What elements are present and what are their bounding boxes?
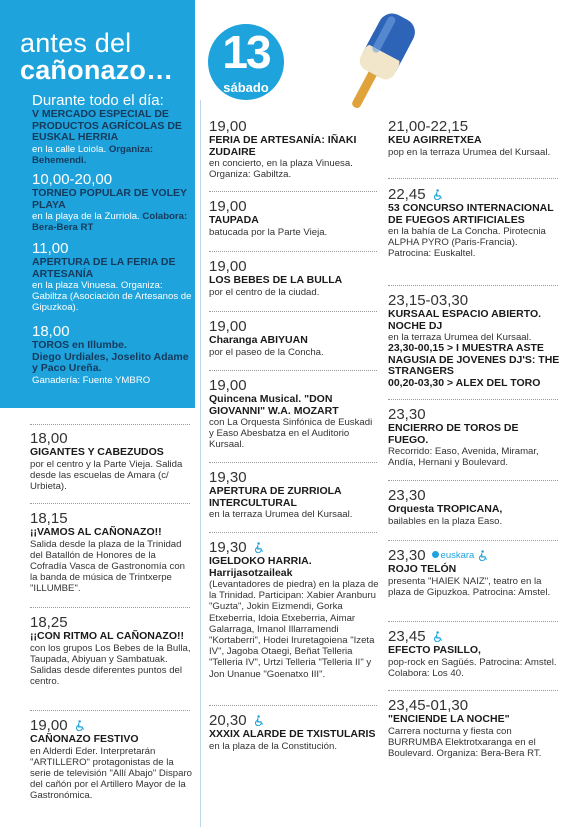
event-title: GIGANTES Y CABEZUDOS <box>30 446 164 458</box>
date-number: 13 <box>222 26 270 78</box>
divider <box>209 251 377 252</box>
event-zurriola <box>209 469 379 520</box>
event-keu <box>388 118 560 158</box>
divider <box>388 621 558 622</box>
event-desc: Salida desde la plaza de la Trinidad del Batallón de Honores de la Cofradía Vasca de Gastronomía con la banda de música de Trintxerpe "ILLUMBE". <box>30 538 186 595</box>
event-title: Charanga ABIYUAN <box>209 334 308 346</box>
event-time: 23,15-03,30 <box>388 292 469 309</box>
date-badge <box>208 24 284 100</box>
event-title: LOS BEBES DE LA BULLA <box>209 274 343 286</box>
divider <box>388 690 558 691</box>
event-desc: en concierto, en la plaza Vinuesa. Organiza: Gabiltza. <box>209 158 353 181</box>
divider <box>209 311 377 312</box>
event-time: 10,00-20,00 <box>32 171 113 188</box>
event-time: 23,30 <box>388 487 426 504</box>
divider <box>30 503 190 504</box>
event-time: 18,00 <box>32 323 70 340</box>
event-collaborator: Colabora: Bera-Bera RT <box>32 211 188 234</box>
event-desc: con La Orquesta Sinfónica de Euskadi y Easo Abesbatza en el Auditorio Kursaal. <box>209 417 373 451</box>
event-feria-apertura <box>32 240 192 314</box>
event-zudaire <box>209 118 379 180</box>
event-desc: batucada por la Parte Vieja. <box>209 226 328 238</box>
divider <box>30 607 190 608</box>
event-title: "ENCIENDE LA NOCHE" <box>388 713 510 725</box>
event-title: ENCIERRO DE TOROS DE FUEGO. <box>388 422 519 446</box>
event-title: FERIA DE ARTESANÍA: IÑAKI ZUDAIRE <box>209 134 357 158</box>
event-time: 21,00-22,15 <box>388 118 469 135</box>
event-dj-lineup-2: 00,20-03,30 > ALEX DEL TORO <box>388 376 541 389</box>
event-time: 11,00 <box>32 240 69 257</box>
divider <box>388 540 558 541</box>
event-desc: presenta "HAIEK NAIZ", teatro en la plaza de Gipuzkoa. Patrocina: Amstel. <box>388 575 551 598</box>
event-title: APERTURA DE ZURRIOLA INTERCULTURAL <box>209 485 342 509</box>
event-title: V MERCADO ESPECIAL DE PRODUCTOS AGRÍCOLAS DE EUSKAL HERRIA <box>32 108 182 143</box>
event-time: 19,00 <box>209 118 247 135</box>
event-efecto-pasillo <box>388 628 560 679</box>
event-organizer: Organiza: Behemendi. <box>32 143 154 166</box>
event-time: 22,45 <box>388 186 426 203</box>
event-title: EFECTO PASILLO, <box>388 644 481 656</box>
divider <box>209 191 377 192</box>
divider <box>388 178 558 179</box>
event-time: 20,30 <box>209 712 247 729</box>
divider <box>388 285 558 286</box>
event-title: 53 CONCURSO INTERNACIONAL DE FUEGOS ARTIFICIALES <box>388 202 554 226</box>
event-title: ¡¡CON RITMO AL CAÑONAZO!! <box>30 630 184 642</box>
divider <box>388 480 558 481</box>
event-time: 18,15 <box>30 510 68 527</box>
event-desc: (Levantadores de piedra) en la plaza de la Trinidad. Participan: Xabier Aranburu "Guzta", Jokin Eizmendi, Gorka Etxeberria, Idoia Etxeberria, Aimar Galarraga, Imanol Illarramendi "Kortaberri", Hodei Iruretagoiena "Izeta IV", Jagoba Otaegi, Beñat Telleria "Telleria IV", Urtzi Telleria "Telleria II" y Jon Unanue "Goenatxo III". <box>209 579 379 680</box>
event-time: 18,00 <box>30 430 68 447</box>
event-time: 19,00 <box>209 258 247 275</box>
event-voley <box>32 171 192 233</box>
event-time: 19,00 <box>209 318 247 335</box>
event-desc: en la bahía de La Concha. Pirotecnia ALPHA PYRO (Paris-Francia). Patrocina: Euskaltel. <box>388 226 546 260</box>
euskara-badge <box>432 547 475 564</box>
event-time: 19,00 <box>30 717 68 734</box>
event-abiyuan <box>209 318 379 358</box>
event-title: CAÑONAZO FESTIVO <box>30 733 139 745</box>
divider <box>209 370 377 371</box>
event-time: 19,00 <box>209 377 247 394</box>
euskara-label: euskara <box>440 550 475 561</box>
event-time: 19,30 <box>209 469 247 486</box>
divider <box>209 532 377 533</box>
wheelchair-icon <box>434 189 443 200</box>
event-desc: en Alderdi Eder. Interpretarán "ARTILLERO" protagonistas de la serie de televisión "Allí Abajo" Disparo del cañón por el Artillero Mayor de la Gastronómica. <box>30 745 192 802</box>
wheelchair-icon <box>76 720 85 731</box>
divider <box>388 399 558 400</box>
event-don-giovanni <box>209 377 379 451</box>
event-time: 23,30 <box>388 406 426 423</box>
event-desc: en la playa de la Zurriola. <box>32 211 140 222</box>
event-title: APERTURA DE LA FERIA DE ARTESANÍA <box>32 256 176 280</box>
event-toros <box>32 323 192 386</box>
event-canonazo-festivo <box>30 717 192 802</box>
divider <box>30 710 190 711</box>
header-line2: cañonazo… <box>20 55 174 85</box>
event-desc: Recorrido: Easo, Avenida, Miramar, Andía, Hernani y Boulevard. <box>388 446 539 469</box>
divider <box>209 705 377 706</box>
event-kursaal-dj <box>388 292 560 389</box>
wheelchair-icon <box>255 542 264 553</box>
event-desc: en la plaza de la Constitución. <box>209 740 337 752</box>
event-title: ¡¡VAMOS AL CAÑONAZO!! <box>30 526 162 538</box>
event-desc: Carrera nocturna y fiesta con BURRUMBA Elektrotxaranga en el Boulevard. Organiza: Bera-Bera RT. <box>388 725 542 759</box>
event-time: 19,00 <box>209 198 247 215</box>
event-desc: con los grupos Los Bebes de la Bulla, Taupada, Abiyuan y Sambatuak. Salidas desde diferentes puntos del centro. <box>30 642 191 688</box>
header-line1: antes del <box>20 28 132 58</box>
divider <box>209 462 377 463</box>
date-day: sábado <box>223 80 269 95</box>
event-title: Quincena Musical. "DON GIOVANNI" W.A. MOZART <box>209 393 339 417</box>
event-time: 23,30 <box>388 547 426 564</box>
event-title: KEU AGIRRETXEA <box>388 134 482 146</box>
event-title: Orquesta TROPICANA, <box>388 503 503 515</box>
event-gigantes <box>30 430 192 492</box>
event-desc: Ganadería: Fuente YMBRO <box>32 374 151 386</box>
event-time: 19,30 <box>209 539 247 556</box>
event-title: ROJO TELÓN <box>388 563 457 575</box>
event-tropicana <box>388 487 560 527</box>
event-taupada <box>209 198 379 238</box>
event-bebes <box>209 258 379 298</box>
event-time: 18,25 <box>30 614 68 631</box>
event-txistularis <box>209 712 379 752</box>
event-desc: bailables en la plaza Easo. <box>388 515 503 527</box>
event-title: IGELDOKO HARRIA. <box>209 555 312 567</box>
wheelchair-icon <box>255 715 264 726</box>
column-divider <box>200 100 201 827</box>
event-dj-lineup-1: 23,30-00,15 > I MUESTRA ASTE NAGUSIA DE JOVENES DJ'S: THE STRANGERS <box>388 342 560 378</box>
event-desc: por el centro y la Parte Vieja. Salida desde las escuelas de Amara (c/ Urbieta). <box>30 458 183 492</box>
event-desc: en la calle Loiola. <box>32 143 107 155</box>
event-desc: pop-rock en Sagüés. Patrocina: Amstel. Colabora: Los 40. <box>388 656 557 679</box>
event-rojo-telon <box>388 547 560 598</box>
event-title: TORNEO POPULAR DE VOLEY PLAYA <box>32 187 187 211</box>
event-vamos-canonazo <box>30 510 192 595</box>
event-desc: pop en la terraza Urumea del Kursaal. <box>388 146 551 158</box>
popsicle-icon <box>330 8 430 118</box>
speech-bubble-icon <box>432 551 439 558</box>
event-enciende-noche <box>388 697 560 759</box>
event-title-extra: Diego Urdiales, Joselito Adame y Paco Ureña. <box>32 350 189 374</box>
event-title: TOROS en Illumbe. <box>32 339 127 351</box>
event-desc: por el centro de la ciudad. <box>209 286 320 298</box>
divider <box>30 424 190 425</box>
event-fuegos <box>388 186 560 260</box>
event-time: Durante todo el día: <box>32 92 164 109</box>
event-igeldoko <box>209 539 379 680</box>
wheelchair-icon <box>479 550 488 561</box>
event-time: 23,45 <box>388 628 426 645</box>
event-title-extra: Harrijasotzaileak <box>209 566 293 579</box>
event-title: KURSAAL ESPACIO ABIERTO. NOCHE DJ <box>388 308 542 332</box>
wheelchair-icon <box>434 631 443 642</box>
event-con-ritmo <box>30 614 192 687</box>
event-desc: en la terraza Urumea del Kursaal. <box>388 332 532 343</box>
event-title: XXXIX ALARDE DE TXISTULARIS <box>209 728 376 740</box>
event-desc: en la terraza Urumea del Kursaal. <box>209 509 353 520</box>
event-time: 23,45-01,30 <box>388 697 469 714</box>
event-encierro <box>388 406 560 468</box>
event-desc: en la plaza Vinuesa. Organiza: Gabiltza (Asociación de Artesanos de Gipuzkoa). <box>32 280 192 314</box>
event-mercado <box>32 92 192 166</box>
event-title: TAUPADA <box>209 214 259 226</box>
event-desc: por el paseo de la Concha. <box>209 346 324 358</box>
